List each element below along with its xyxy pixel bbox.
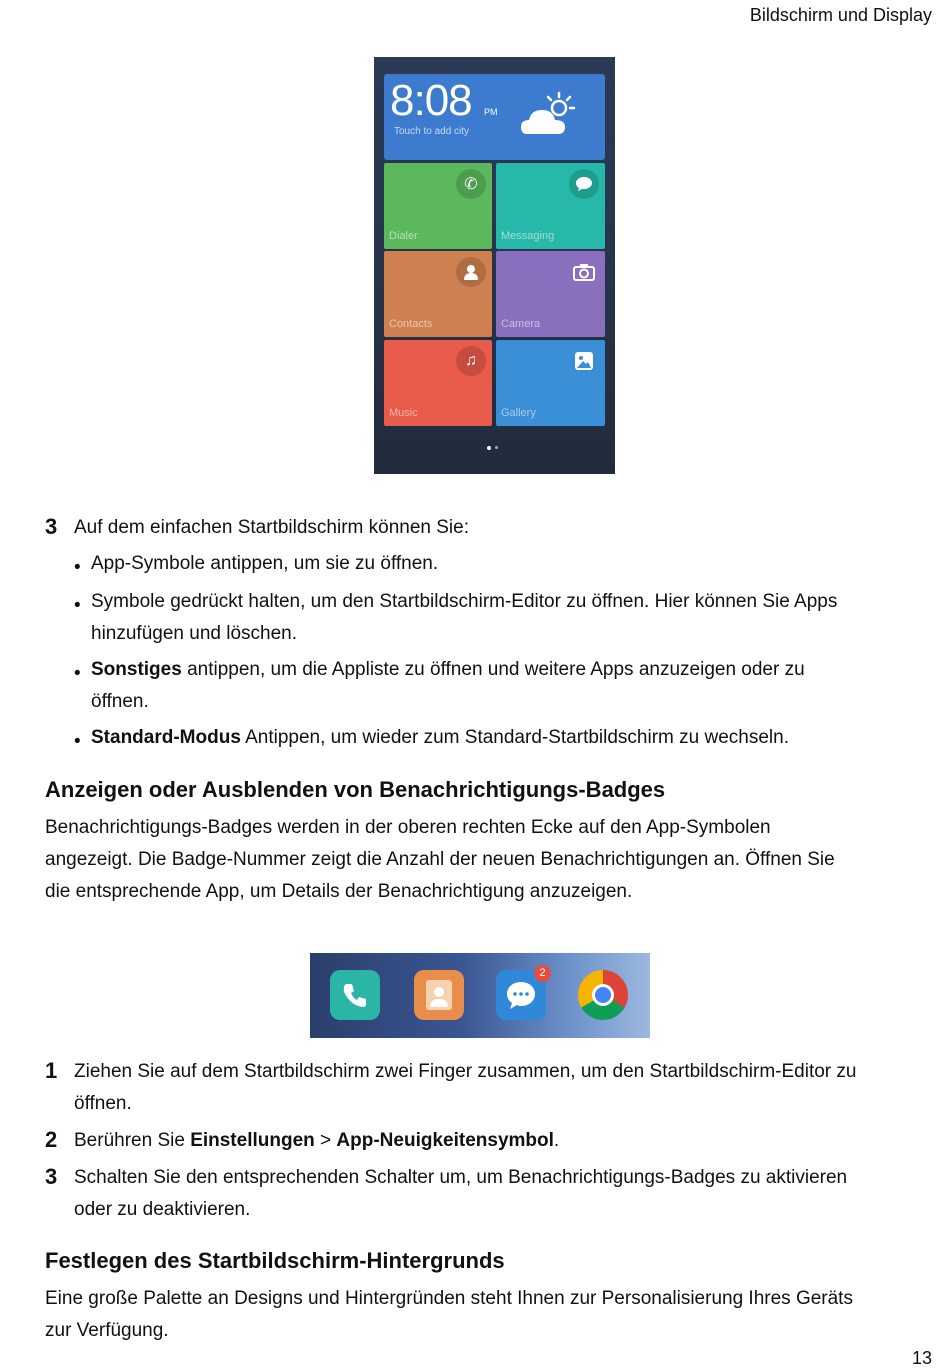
bullet-text [91,722,789,754]
tile-label: Camera [501,318,541,330]
step-text: Auf dem einfachen Startbildschirm können Sie: [74,517,469,538]
bullet-rest: antippen, um die Appliste zu öffnen und weitere Apps anzuzeigen oder zu [181,659,805,680]
page-dot [495,446,498,449]
step-pre: Berühren Sie [74,1130,191,1151]
tile-label: Music [389,407,418,419]
settings-term: Einstellungen [190,1130,315,1151]
notification-badge: 2 [534,965,551,982]
chat-bubble-icon [569,169,599,199]
step-text-cont: oder zu deaktivieren. [74,1199,251,1220]
page-dot-active [487,446,491,450]
bullet-dot: • [74,595,81,616]
bullet-rest: Antippen, um wieder zum Standard-Startbildschirm zu wechseln. [240,727,789,748]
bullet-text: Symbole gedrückt halten, um den Startbildschirm-Editor zu öffnen. Hier können Sie Apps [91,591,838,612]
tile-music[interactable] [384,340,492,426]
bullet-text-cont: hinzufügen und löschen. [91,623,297,644]
app-badge-term: App-Neuigkeitensymbol [336,1130,554,1151]
paragraph-line: Benachrichtigungs-Badges werden in der oberen rechten Ecke auf den App-Symbolen [45,817,771,838]
paragraph-line: zur Verfügung. [45,1320,169,1341]
section-heading: Festlegen des Startbildschirm-Hintergrunds [45,1248,505,1273]
step-number: 3 [45,514,58,539]
tile-gallery[interactable] [496,340,605,426]
chrome-app-icon [578,970,628,1020]
step-text [74,1125,559,1157]
bold-term: Standard-Modus [91,727,241,748]
bullet-text [91,654,805,686]
step-text: Ziehen Sie auf dem Startbildschirm zwei Finger zusammen, um den Startbildschirm-Editor zu [74,1061,857,1082]
page-header-section: Bildschirm und Display [749,5,932,25]
bullet-dot: • [74,731,81,752]
gallery-image-icon [569,346,599,376]
contacts-app-icon [414,970,464,1020]
person-icon [456,257,486,287]
tile-dialer[interactable] [384,163,492,249]
step-number: 2 [45,1127,58,1152]
tile-contacts[interactable] [384,251,492,337]
chrome-center [595,987,611,1003]
music-note-icon: ♫ [456,346,486,376]
dock-screenshot [310,953,650,1038]
clock-weather-tile [384,74,605,160]
bullet-text: App-Symbole antippen, um sie zu öffnen. [91,553,439,574]
page-number: 13 [911,1348,932,1368]
paragraph-line: angezeigt. Die Badge-Nummer zeigt die Anzahl der neuen Benachrichtigungen an. Öffnen Sie [45,849,835,870]
bullet-text-cont: öffnen. [91,691,149,712]
tile-camera[interactable] [496,251,605,337]
step-number: 1 [45,1058,58,1083]
step-text-cont: öffnen. [74,1093,132,1114]
tile-messaging[interactable] [496,163,605,249]
page-indicator [487,446,503,452]
clock-ampm: PM [484,107,498,117]
weather-cloud-sun-icon [519,90,579,140]
phone-icon: ✆ [456,169,486,199]
camera-icon [569,257,599,287]
phone-screenshot [374,57,615,474]
step-post: . [553,1130,560,1151]
tile-label: Contacts [389,318,433,330]
step-text: Schalten Sie den entsprechenden Schalter um, um Benachrichtigungs-Badges zu aktivieren [74,1167,848,1188]
paragraph-line: Eine große Palette an Designs und Hintergründen steht Ihnen zur Personalisierung Ihres Geräts [45,1288,853,1309]
section-heading: Anzeigen oder Ausblenden von Benachrichtigungs-Badges [45,777,666,802]
tile-label: Gallery [501,407,536,419]
bullet-dot: • [74,663,81,684]
clock-city-hint: Touch to add city [394,126,470,137]
bold-term: Sonstiges [91,659,182,680]
step-sep: > [314,1130,337,1151]
bullet-dot: • [74,557,81,578]
tile-label: Dialer [389,230,418,242]
paragraph-line: die entsprechende App, um Details der Benachrichtigung anzuzeigen. [45,881,633,902]
tile-label: Messaging [501,230,555,242]
step-number: 3 [45,1164,58,1189]
clock-time: 8:08 [390,76,472,125]
dialer-app-icon [330,970,380,1020]
